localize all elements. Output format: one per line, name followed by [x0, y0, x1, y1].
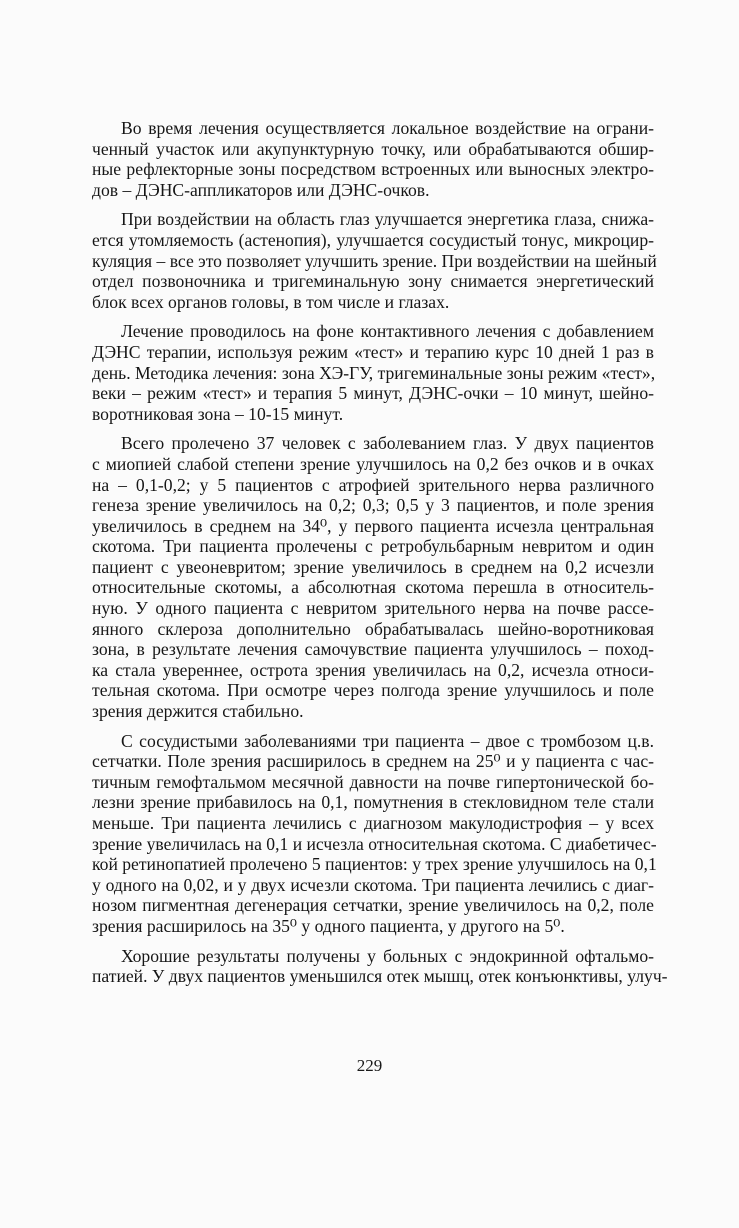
- page-number: 229: [356, 1056, 383, 1075]
- text-line: тельная скотома. При осмотре через полгода зрение улучшилось и поле: [92, 680, 654, 701]
- text-line: день. Методика лечения: зона ХЭ-ГУ, тригеминальные зоны режим «тест»,: [92, 362, 656, 383]
- text-line: скотома. Три пациента пролечены с ретробульбарным невритом и один: [92, 536, 654, 557]
- text-line: увеличилось в среднем на 34⁰, у первого пациента исчезла центральная: [92, 515, 654, 536]
- paragraph: [92, 118, 654, 200]
- text-line: ченный участок или акупунктурную точку, или обрабатываются обшир-: [92, 138, 654, 159]
- text-line: блок всех органов головы, в том числе и глазах.: [92, 291, 450, 312]
- text-line: нозом пигментная дегенерация сетчатки, зрение увеличилось на 0,2, поле: [92, 895, 654, 916]
- paragraph: [92, 945, 668, 987]
- text-line: кой ретинопатией пролечено 5 пациентов: у трех зрение улучшилось на 0,1: [92, 854, 657, 875]
- text-line: Всего пролечено 37 человек с заболеванием глаз. У двух пациентов: [121, 433, 654, 454]
- text-line: ную. У одного пациента с невритом зрительного нерва на почве рассе-: [92, 598, 654, 619]
- text-line: ДЭНС терапии, используя режим «тест» и терапию курс 10 дней 1 раз в: [92, 341, 654, 362]
- text-line: на – 0,1-0,2; у 5 пациентов с атрофией зрительного нерва различного: [92, 474, 654, 495]
- text-line: зона, в результате лечения самочувствие пациента улучшилось – поход-: [92, 639, 654, 660]
- text-line: ка стала увереннее, острота зрения увеличилась на 0,2, исчезла относи-: [92, 659, 654, 680]
- text-line: ется утомляемость (астенопия), улучшается сосудистый тонус, микроцир-: [92, 229, 654, 250]
- text-line: Хорошие результаты получены у больных с эндокринной офтальмо-: [121, 945, 654, 966]
- text-line: меньше. Три пациента лечились с диагнозом макулодистрофия – у всех: [92, 813, 654, 833]
- text-line: Во время лечения осуществляется локальное воздействие на ограни-: [121, 118, 654, 138]
- text-line: дов – ДЭНС-аппликаторов или ДЭНС-очков.: [92, 179, 430, 200]
- text-line: тичным гемофтальмом месячной давности на почве гипертонической бо-: [92, 771, 654, 792]
- text-line: у одного на 0,02, и у двух исчезли скотома. Три пациента лечились с диаг-: [92, 874, 654, 895]
- text-line: патией. У двух пациентов уменьшился отек мышц, отек конъюнктивы, улуч-: [92, 966, 668, 987]
- text-line: отдел позвоночника и тригеминальную зону снимается энергетический: [92, 271, 654, 292]
- body-text: [92, 118, 668, 996]
- text-line: зрение увеличилась на 0,1 и исчезла относительная скотома. С диабетичес-: [92, 833, 657, 854]
- paragraph: [92, 321, 654, 424]
- paragraph: [92, 730, 657, 937]
- text-line: зрения расширилось на 35⁰ у одного пациента, у другого на 5⁰.: [92, 915, 565, 936]
- text-line: зрения держится стабильно.: [92, 701, 304, 722]
- paragraph: [92, 209, 657, 312]
- text-line: пациент с увеоневритом; зрение увеличилось в среднем на 0,2 исчезли: [92, 556, 654, 577]
- text-line: относительные скотомы, а абсолютная скотома перешла в относитель-: [92, 577, 654, 598]
- text-line: ные рефлекторные зоны посредством встроенных или выносных электро-: [92, 159, 654, 180]
- paragraph: [92, 433, 654, 721]
- text-line: с миопией слабой степени зрение улучшилось на 0,2 без очков и в очках: [92, 453, 654, 474]
- text-line: Лечение проводилось на фоне контактивного лечения с добавлением: [121, 321, 654, 342]
- text-line: сетчатки. Поле зрения расширилось в среднем на 25⁰ и у пациента с час-: [92, 751, 654, 772]
- text-line: лезни зрение прибавилось на 0,1, помутнения в стекловидном теле стали: [92, 792, 654, 813]
- text-line: генеза зрение увеличилось на 0,2; 0,3; 0,5 у 3 пациентов, и поле зрения: [92, 495, 654, 516]
- text-line: С сосудистыми заболеваниями три пациента – двое с тромбозом ц.в.: [121, 730, 654, 751]
- text-line: веки – режим «тест» и терапия 5 минут, ДЭНС-очки – 10 минут, шейно-: [92, 383, 654, 404]
- text-line: воротниковая зона – 10-15 минут.: [92, 403, 344, 424]
- text-line: куляция – все это позволяет улучшить зрение. При воздействии на шейный: [92, 250, 657, 271]
- text-line: янного склероза дополнительно обрабатывалась шейно-воротниковая: [92, 618, 654, 639]
- text-line: При воздействии на область глаз улучшается энергетика глаза, снижа-: [121, 209, 654, 230]
